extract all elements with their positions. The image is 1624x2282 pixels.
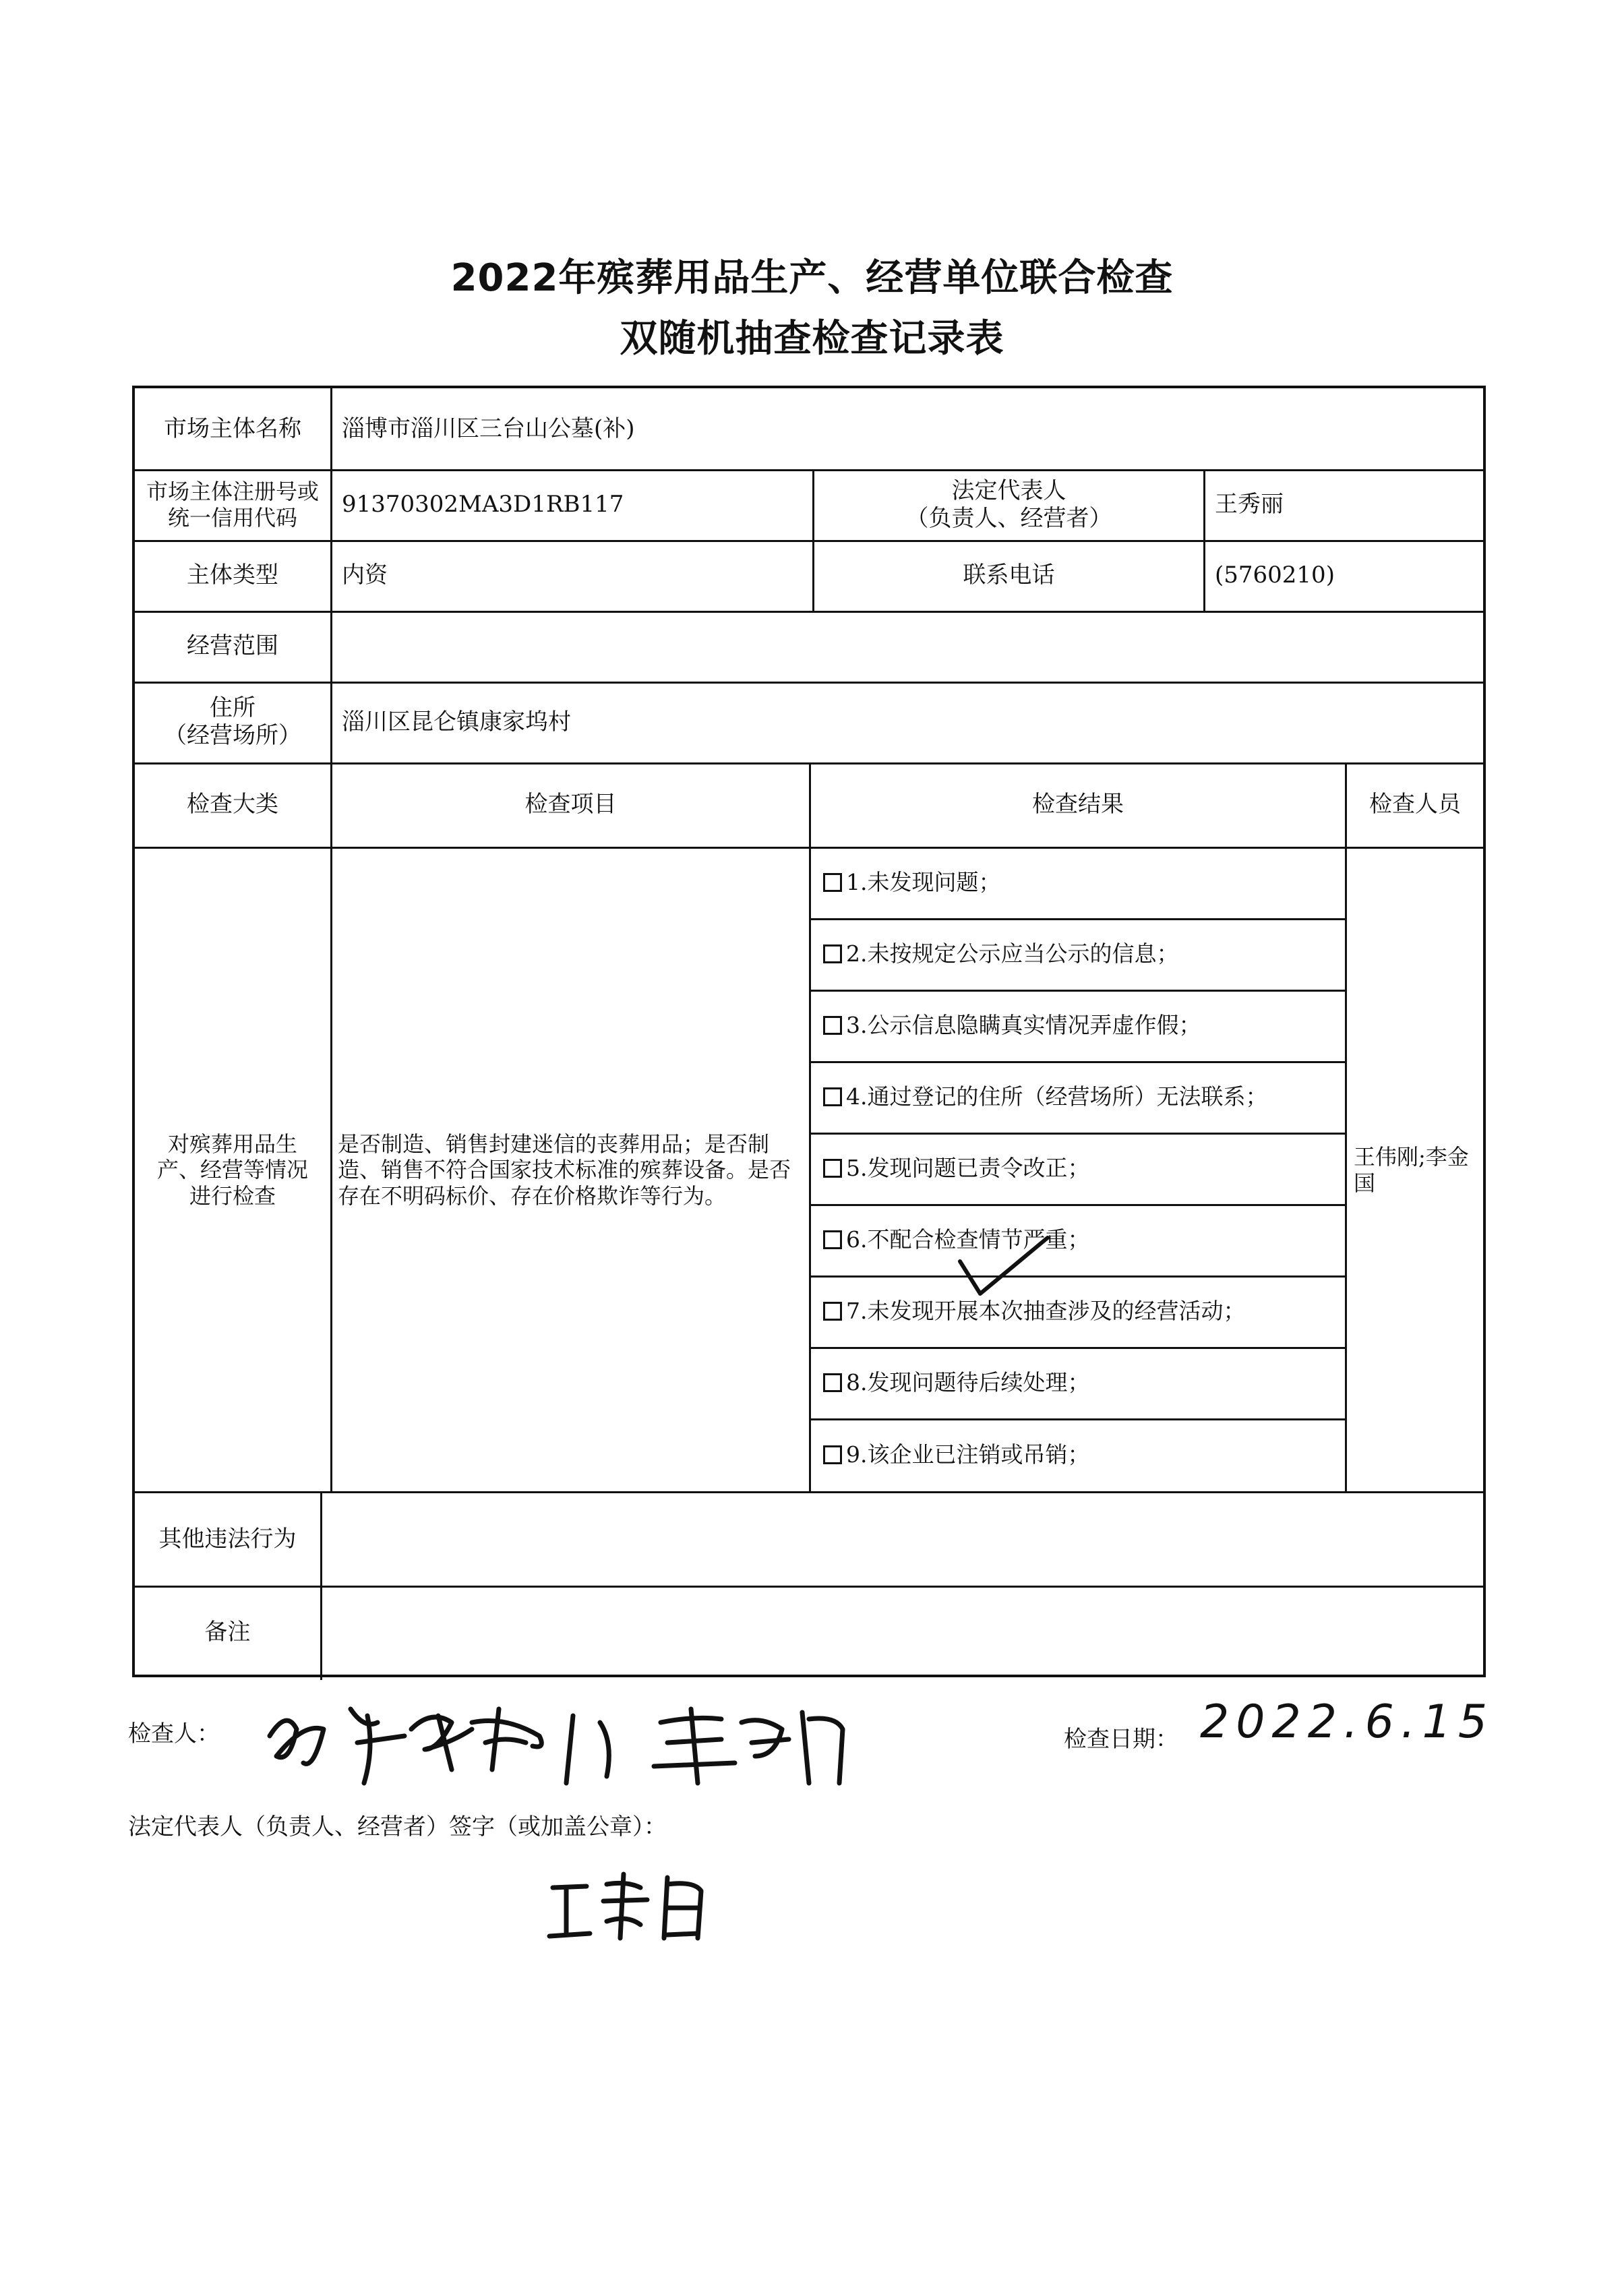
result-option-label: 6.不配合检查情节严重； (846, 1226, 1090, 1253)
col-inspector-header: 检查人员 (1369, 791, 1461, 818)
checkbox-icon[interactable] (823, 1087, 842, 1106)
address-label-line2: （经营场所） (164, 722, 301, 749)
col-result-header: 检查结果 (1032, 791, 1124, 818)
entity-name-value: 淄博市淄川区三台山公墓(补) (342, 415, 635, 442)
result-option-label: 1.未发现问题； (846, 869, 1001, 896)
checkbox-icon[interactable] (823, 1373, 842, 1392)
checkbox-icon[interactable] (823, 1159, 842, 1178)
remarks-value (322, 1588, 1483, 1677)
document-title: 2022年殡葬用品生产、经营单位联合检查 (450, 256, 1174, 300)
document-subtitle: 双随机抽查检查记录表 (620, 317, 1004, 361)
legal-rep-value: 王秀丽 (1215, 491, 1284, 518)
col-category-header: 检查大类 (187, 791, 278, 818)
result-option-4[interactable] (811, 1061, 1345, 1133)
inspector-value: 王伟刚;李金国 (1354, 1144, 1469, 1196)
item-value: 是否制造、销售封建迷信的丧葬用品；是否制造、销售不符合国家技术标准的殡葬设备。是否存在不明码标价、存在价格欺诈等行为。 (338, 1131, 791, 1209)
scope-label: 经营范围 (187, 632, 278, 660)
result-option-9[interactable] (811, 1418, 1345, 1491)
address-value: 淄川区昆仑镇康家坞村 (342, 708, 571, 735)
legal-rep-label-line2: （负责人、经营者） (905, 504, 1112, 532)
phone-value: (5760210) (1215, 562, 1335, 589)
checkbox-icon[interactable] (823, 1302, 842, 1321)
result-option-label: 2.未按规定公示应当公示的信息； (846, 940, 1179, 967)
scope-value (332, 611, 1483, 682)
legal-rep-label (814, 469, 1203, 540)
result-option-6[interactable] (811, 1204, 1345, 1275)
entity-type-value: 内资 (342, 562, 388, 589)
entity-type-label: 主体类型 (187, 562, 278, 589)
result-option-8[interactable] (811, 1347, 1345, 1418)
col-item-header: 检查项目 (524, 791, 617, 818)
reg-no-value: 91370302MA3D1RB117 (342, 491, 624, 518)
result-option-2[interactable] (811, 918, 1345, 990)
entity-name-label: 市场主体名称 (164, 415, 301, 442)
address-label-line1: 住所 (210, 694, 255, 722)
result-option-label: 4.通过登记的住所（经营场所）无法联系； (846, 1083, 1268, 1110)
inspection-date-value: 2022.6.15 (1200, 1695, 1495, 1749)
check-mark-icon (953, 1234, 1054, 1302)
remarks-label: 备注 (204, 1619, 251, 1646)
checkbox-icon[interactable] (823, 1016, 842, 1035)
legal-rep-signature (539, 1861, 742, 1948)
phone-label: 联系电话 (963, 562, 1055, 589)
address-label (135, 682, 330, 762)
other-violations-label: 其他违法行为 (158, 1526, 297, 1553)
legal-rep-signature-label: 法定代表人（负责人、经营者）签字（或加盖公章）： (128, 1813, 667, 1840)
result-option-3[interactable] (811, 990, 1345, 1061)
checkbox-icon[interactable] (823, 1445, 842, 1464)
category-value: 对殡葬用品生产、经营等情况进行检查 (156, 1131, 308, 1209)
inspection-form (132, 386, 1486, 1677)
result-option-label: 3.公示信息隐瞒真实情况弄虚作假； (846, 1012, 1201, 1039)
result-option-7[interactable] (811, 1275, 1345, 1347)
result-option-1[interactable] (811, 847, 1345, 918)
other-violations-value (322, 1493, 1483, 1586)
result-option-label: 7.未发现开展本次抽查涉及的经营活动； (846, 1298, 1246, 1325)
result-option-5[interactable] (811, 1133, 1345, 1204)
checkbox-icon[interactable] (823, 1230, 842, 1249)
inspector-signature-label: 检查人： (128, 1720, 220, 1747)
checkbox-icon[interactable] (823, 944, 842, 963)
inspection-date-label: 检查日期： (1064, 1726, 1178, 1753)
result-option-label: 8.发现问题待后续处理； (846, 1369, 1090, 1396)
inspector-signature (249, 1682, 856, 1797)
result-option-label: 9.该企业已注销或吊销； (846, 1441, 1090, 1468)
checkbox-icon[interactable] (823, 873, 842, 892)
result-option-label: 5.发现问题已责令改正； (846, 1155, 1090, 1182)
legal-rep-label-line1: 法定代表人 (951, 477, 1066, 504)
reg-no-label: 市场主体注册号或统一信用代码 (146, 479, 319, 531)
